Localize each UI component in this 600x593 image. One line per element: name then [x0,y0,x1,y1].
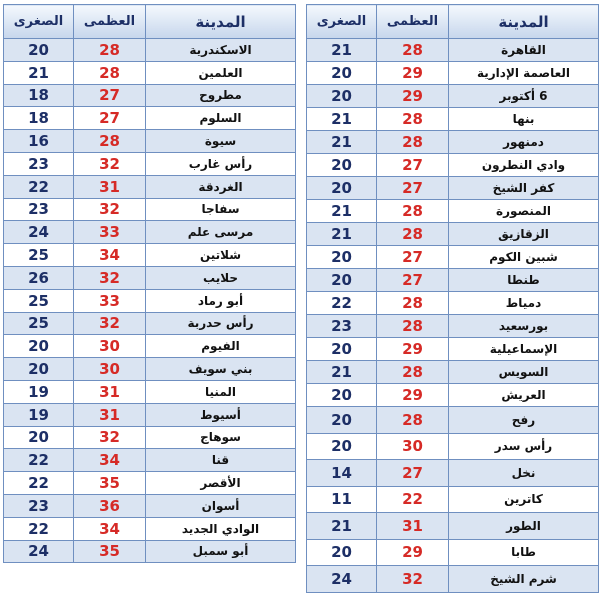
min-temp-cell: 26 [4,266,74,289]
city-cell: شلاتين [146,244,296,267]
min-temp-cell: 20 [307,85,377,108]
city-cell: السلوم [146,107,296,130]
table-row [4,39,296,62]
table-row [307,223,599,246]
max-temp-cell: 29 [377,539,449,566]
max-temp-cell: 27 [377,246,449,269]
max-temp-cell: 27 [74,84,146,107]
table-row [307,407,599,434]
city-cell: المنصورة [449,200,599,223]
table-row [307,486,599,513]
max-temp-cell: 27 [377,177,449,200]
table-row [4,198,296,221]
min-temp-cell: 24 [4,540,74,563]
min-temp-cell: 20 [4,426,74,449]
city-cell: الطور [449,513,599,540]
max-temp-cell: 28 [377,223,449,246]
table-row [4,107,296,130]
min-temp-cell: 20 [307,246,377,269]
max-temp-cell: 31 [377,513,449,540]
min-temp-cell: 22 [4,472,74,495]
city-cell: مطروح [146,84,296,107]
max-temp-cell: 29 [377,85,449,108]
city-cell: العريش [449,384,599,407]
table-row [307,361,599,384]
max-temp-cell: 36 [74,494,146,517]
weather-table-right [306,4,599,593]
city-cell: بنها [449,108,599,131]
min-temp-cell: 22 [307,292,377,315]
city-cell: القاهرة [449,39,599,62]
city-cell: بورسعيد [449,315,599,338]
min-temp-cell: 21 [307,223,377,246]
city-cell: أبو سمبل [146,540,296,563]
max-temp-cell: 33 [74,289,146,312]
min-temp-cell: 20 [307,539,377,566]
min-temp-cell: 18 [4,107,74,130]
max-temp-cell: 31 [74,175,146,198]
max-temp-cell: 28 [74,130,146,153]
table-row [307,384,599,407]
max-temp-cell: 35 [74,540,146,563]
table-row [4,380,296,403]
weather-table-left [3,4,296,563]
max-temp-cell: 35 [74,472,146,495]
city-cell: العلمين [146,61,296,84]
city-cell: كاترين [449,486,599,513]
header-min-temp: الصغرى [4,5,74,39]
max-temp-cell: 28 [74,61,146,84]
city-cell: مرسى علم [146,221,296,244]
max-temp-cell: 27 [377,154,449,177]
city-cell: وادي النطرون [449,154,599,177]
min-temp-cell: 20 [307,407,377,434]
max-temp-cell: 28 [377,361,449,384]
min-temp-cell: 21 [307,513,377,540]
table-row [307,315,599,338]
min-temp-cell: 25 [4,244,74,267]
table-row [4,494,296,517]
min-temp-cell: 20 [307,269,377,292]
max-temp-cell: 32 [74,152,146,175]
max-temp-cell: 28 [377,200,449,223]
city-cell: رفح [449,407,599,434]
table-row [307,566,599,593]
min-temp-cell: 24 [4,221,74,244]
max-temp-cell: 32 [74,426,146,449]
table-row [4,426,296,449]
city-cell: حلايب [146,266,296,289]
min-temp-cell: 19 [4,380,74,403]
city-cell: بني سويف [146,358,296,381]
max-temp-cell: 32 [74,266,146,289]
max-temp-cell: 27 [377,269,449,292]
max-temp-cell: 22 [377,486,449,513]
min-temp-cell: 20 [307,62,377,85]
max-temp-cell: 34 [74,517,146,540]
header-min-temp: الصغرى [307,5,377,39]
city-cell: طنطا [449,269,599,292]
table-row [4,358,296,381]
city-cell: كفر الشيخ [449,177,599,200]
min-temp-cell: 22 [4,517,74,540]
max-temp-cell: 29 [377,338,449,361]
min-temp-cell: 20 [4,39,74,62]
min-temp-cell: 24 [307,566,377,593]
table-row [4,540,296,563]
city-cell: الزقازيق [449,223,599,246]
max-temp-cell: 29 [377,384,449,407]
city-cell: الفيوم [146,335,296,358]
city-cell: أسوان [146,494,296,517]
city-cell: أسيوط [146,403,296,426]
max-temp-cell: 30 [377,433,449,460]
max-temp-cell: 28 [377,108,449,131]
table-row [4,517,296,540]
header-row [307,5,599,39]
city-cell: دمنهور [449,131,599,154]
city-cell: سفاجا [146,198,296,221]
max-temp-cell: 27 [377,460,449,487]
table-row [4,449,296,472]
min-temp-cell: 21 [4,61,74,84]
min-temp-cell: 22 [4,449,74,472]
max-temp-cell: 33 [74,221,146,244]
table-row [307,433,599,460]
header-city: المدينة [146,5,296,39]
table-row [307,154,599,177]
max-temp-cell: 30 [74,358,146,381]
min-temp-cell: 18 [4,84,74,107]
city-cell: رأس غارب [146,152,296,175]
max-temp-cell: 32 [74,198,146,221]
max-temp-cell: 32 [74,312,146,335]
table-row [307,269,599,292]
min-temp-cell: 16 [4,130,74,153]
table-row [4,244,296,267]
table-row [307,460,599,487]
min-temp-cell: 20 [4,335,74,358]
city-cell: نخل [449,460,599,487]
table-row [307,539,599,566]
city-cell: سوهاج [146,426,296,449]
table-row [4,403,296,426]
min-temp-cell: 21 [307,200,377,223]
table-row [4,266,296,289]
min-temp-cell: 21 [307,108,377,131]
min-temp-cell: 25 [4,312,74,335]
table-row [307,131,599,154]
table-row [307,85,599,108]
min-temp-cell: 20 [307,154,377,177]
table-row [4,61,296,84]
city-cell: رأس حدربة [146,312,296,335]
max-temp-cell: 27 [74,107,146,130]
city-cell: طابا [449,539,599,566]
table-row [307,108,599,131]
city-cell: شرم الشيخ [449,566,599,593]
table-row [4,221,296,244]
min-temp-cell: 21 [307,131,377,154]
max-temp-cell: 31 [74,380,146,403]
header-max-temp: العظمى [377,5,449,39]
max-temp-cell: 34 [74,449,146,472]
max-temp-cell: 28 [377,131,449,154]
table-row [307,292,599,315]
table-row [307,177,599,200]
max-temp-cell: 28 [377,39,449,62]
table-row [307,39,599,62]
max-temp-cell: 34 [74,244,146,267]
city-cell: الاسكندرية [146,39,296,62]
min-temp-cell: 11 [307,486,377,513]
table-row [4,335,296,358]
city-cell: دمياط [449,292,599,315]
min-temp-cell: 20 [307,177,377,200]
city-cell: السويس [449,361,599,384]
header-row [4,5,296,39]
min-temp-cell: 23 [4,494,74,517]
header-max-temp: العظمى [74,5,146,39]
min-temp-cell: 20 [307,338,377,361]
city-cell: الوادي الجديد [146,517,296,540]
min-temp-cell: 14 [307,460,377,487]
table-row [4,84,296,107]
min-temp-cell: 20 [4,358,74,381]
table-row [4,472,296,495]
max-temp-cell: 28 [74,39,146,62]
city-cell: سيوة [146,130,296,153]
city-cell: أبو رماد [146,289,296,312]
max-temp-cell: 28 [377,292,449,315]
table-row [4,175,296,198]
city-cell: الغردقة [146,175,296,198]
table-row [4,289,296,312]
min-temp-cell: 25 [4,289,74,312]
max-temp-cell: 29 [377,62,449,85]
table-row [307,513,599,540]
min-temp-cell: 21 [307,361,377,384]
city-cell: 6 أكتوبر [449,85,599,108]
table-row [307,338,599,361]
max-temp-cell: 28 [377,315,449,338]
table-row [307,246,599,269]
city-cell: رأس سدر [449,433,599,460]
min-temp-cell: 23 [4,152,74,175]
table-row [4,312,296,335]
city-cell: شبين الكوم [449,246,599,269]
max-temp-cell: 31 [74,403,146,426]
min-temp-cell: 20 [307,384,377,407]
min-temp-cell: 20 [307,433,377,460]
min-temp-cell: 21 [307,39,377,62]
city-cell: الأقصر [146,472,296,495]
table-row [307,200,599,223]
max-temp-cell: 30 [74,335,146,358]
city-cell: قنا [146,449,296,472]
city-cell: العاصمة الإدارية [449,62,599,85]
max-temp-cell: 32 [377,566,449,593]
min-temp-cell: 23 [4,198,74,221]
city-cell: الإسماعيلية [449,338,599,361]
max-temp-cell: 28 [377,407,449,434]
min-temp-cell: 19 [4,403,74,426]
min-temp-cell: 22 [4,175,74,198]
header-city: المدينة [449,5,599,39]
table-row [307,62,599,85]
min-temp-cell: 23 [307,315,377,338]
table-row [4,152,296,175]
city-cell: المنيا [146,380,296,403]
table-row [4,130,296,153]
